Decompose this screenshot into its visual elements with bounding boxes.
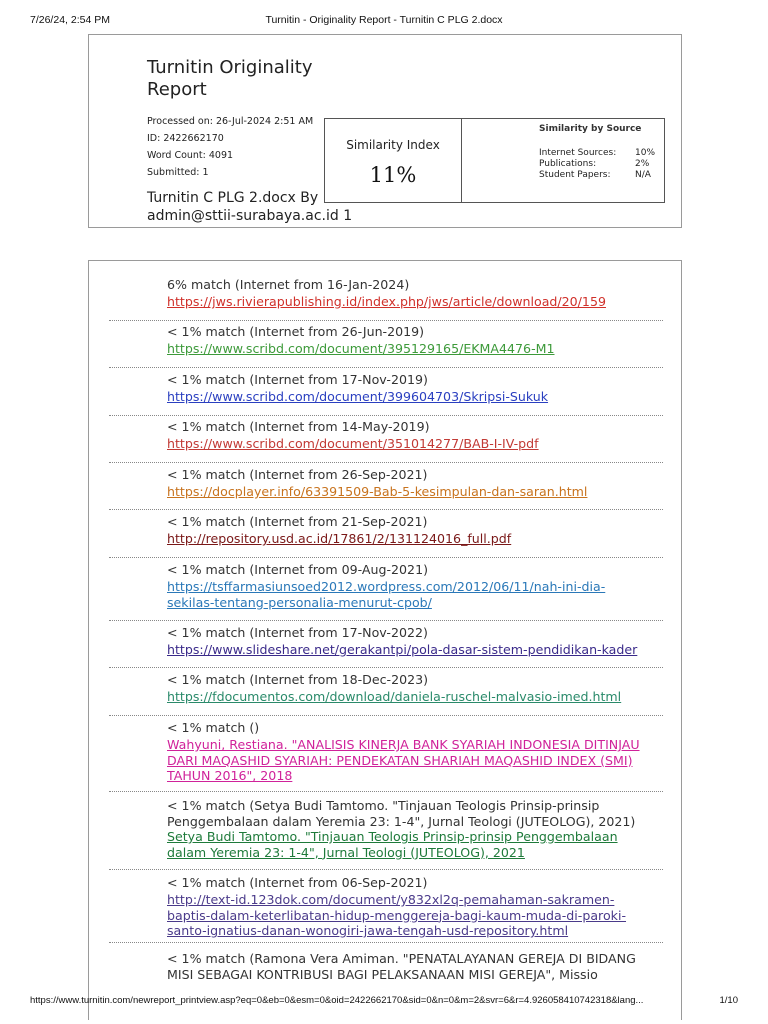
source-pct: 10% bbox=[635, 148, 656, 158]
matches-list bbox=[88, 260, 682, 1020]
similarity-by-source bbox=[463, 119, 664, 202]
match-link[interactable]: https://fdocumentos.com/download/daniela-ruschel-malvasio-imed.html bbox=[167, 689, 622, 704]
word-count: Word Count: 4091 bbox=[147, 150, 234, 161]
match-item bbox=[109, 324, 663, 368]
source-name: Student Papers: bbox=[539, 170, 611, 180]
report-meta bbox=[147, 113, 313, 181]
submitted-count: Submitted: 1 bbox=[147, 167, 209, 178]
match-description: < 1% match (Internet from 21-Sep-2021) bbox=[167, 514, 428, 529]
print-url: https://www.turnitin.com/newreport_printview.asp?eq=0&eb=0&esm=0&oid=2422662170&sid=0&n=0&m=2&svr=6&r=4.926058410742318&lang... bbox=[30, 995, 644, 1006]
match-link[interactable]: https://jws.rivierapublishing.id/index.php/jws/article/download/20/159 bbox=[167, 294, 606, 309]
print-header bbox=[30, 14, 738, 30]
page-number: 1/10 bbox=[719, 995, 738, 1006]
match-item bbox=[109, 467, 663, 510]
match-link[interactable]: https://www.scribd.com/document/351014277/BAB-I-IV-pdf bbox=[167, 436, 539, 451]
match-item bbox=[109, 514, 663, 558]
match-link[interactable]: https://www.scribd.com/document/395129165/EKMA4476-M1 bbox=[167, 341, 555, 356]
similarity-box bbox=[324, 118, 665, 203]
match-link[interactable]: Setya Budi Tamtomo. "Tinjauan Teologis Prinsip-prinsip Penggembalaan dalam Yeremia 23: 1-4", Jurnal Teologi (JUTEOLOG), 2021 bbox=[167, 829, 618, 860]
match-description: < 1% match (Internet from 26-Sep-2021) bbox=[167, 467, 428, 482]
match-item bbox=[109, 951, 663, 991]
source-pct: N/A bbox=[635, 170, 651, 180]
match-description: < 1% match (Internet from 26-Jun-2019) bbox=[167, 324, 425, 339]
match-item bbox=[109, 720, 663, 792]
match-item bbox=[109, 562, 663, 621]
source-name: Internet Sources: bbox=[539, 148, 617, 158]
match-link[interactable]: https://tsffarmasiunsoed2012.wordpress.com/2012/06/11/nah-ini-dia-sekilas-tentang-personalia-menurut-cpob/ bbox=[167, 579, 606, 610]
processed-on: Processed on: 26-Jul-2024 2:51 AM bbox=[147, 116, 314, 127]
match-description: < 1% match (Internet from 18-Dec-2023) bbox=[167, 672, 429, 687]
match-description: < 1% match (Internet from 09-Aug-2021) bbox=[167, 562, 428, 577]
similarity-index-value: 11% bbox=[369, 163, 417, 187]
report-title: Turnitin Originality Report bbox=[147, 57, 313, 100]
match-link[interactable]: https://www.scribd.com/document/399604703/Skripsi-Sukuk bbox=[167, 389, 549, 404]
similarity-index bbox=[325, 119, 462, 202]
match-item bbox=[109, 419, 663, 463]
match-description: 6% match (Internet from 16-Jan-2024) bbox=[167, 277, 410, 292]
match-item bbox=[109, 672, 663, 716]
print-footer bbox=[30, 995, 738, 1009]
match-link[interactable]: http://repository.usd.ac.id/17861/2/131124016_full.pdf bbox=[167, 531, 512, 546]
match-description: < 1% match (Internet from 14-May-2019) bbox=[167, 419, 430, 434]
match-link[interactable]: https://www.slideshare.net/gerakantpi/pola-dasar-sistem-pendidikan-kader bbox=[167, 642, 638, 657]
report-summary bbox=[88, 34, 682, 228]
print-timestamp: 7/26/24, 2:54 PM bbox=[30, 14, 110, 26]
similarity-by-source-label: Similarity by Source bbox=[539, 124, 642, 134]
match-link[interactable]: Wahyuni, Restiana. "ANALISIS KINERJA BANK SYARIAH INDONESIA DITINJAU DARI MAQASHID SYARIAH: PENDEKATAN SHARIAH MAQASHID INDEX (SMI) TAHUN 2016", 2018 bbox=[167, 737, 640, 783]
print-title: Turnitin - Originality Report - Turnitin C PLG 2.docx bbox=[265, 14, 503, 26]
match-item bbox=[109, 625, 663, 668]
match-item bbox=[109, 798, 663, 870]
match-link[interactable]: http://text-id.123dok.com/document/y832xl2q-pemahaman-sakramen-baptis-dalam-keterlibatan-hidup-menggereja-bagi-kaum-muda-di-paroki-santo-ignatius-danan-wonogiri-jawa-tengah-usd-repository.html bbox=[167, 892, 627, 938]
match-description: < 1% match (Ramona Vera Amiman. "PENATALAYANAN GEREJA DI BIDANG MISI SEBAGAI KONTRIBUSI BAGI PELAKSANAAN MISI GEREJA", Missio bbox=[167, 951, 636, 982]
match-description: < 1% match (Setya Budi Tamtomo. "Tinjauan Teologis Prinsip-prinsip Penggembalaan dalam Yeremia 23: 1-4", Jurnal Teologi (JUTEOLOG), 2021) bbox=[167, 798, 636, 829]
match-description: < 1% match () bbox=[167, 720, 260, 735]
report-id: ID: 2422662170 bbox=[147, 133, 224, 144]
match-item bbox=[109, 372, 663, 416]
source-name: Publications: bbox=[539, 159, 597, 169]
match-item bbox=[109, 277, 663, 321]
match-description: < 1% match (Internet from 17-Nov-2022) bbox=[167, 625, 428, 640]
match-link[interactable]: https://docplayer.info/63391509-Bab-5-kesimpulan-dan-saran.html bbox=[167, 484, 588, 499]
document-line: Turnitin C PLG 2.docx By admin@sttii-surabaya.ac.id 1 bbox=[147, 190, 353, 224]
source-pct: 2% bbox=[635, 159, 650, 169]
similarity-index-label: Similarity Index bbox=[346, 138, 440, 152]
match-description: < 1% match (Internet from 06-Sep-2021) bbox=[167, 875, 428, 890]
match-item bbox=[109, 875, 663, 943]
match-description: < 1% match (Internet from 17-Nov-2019) bbox=[167, 372, 428, 387]
